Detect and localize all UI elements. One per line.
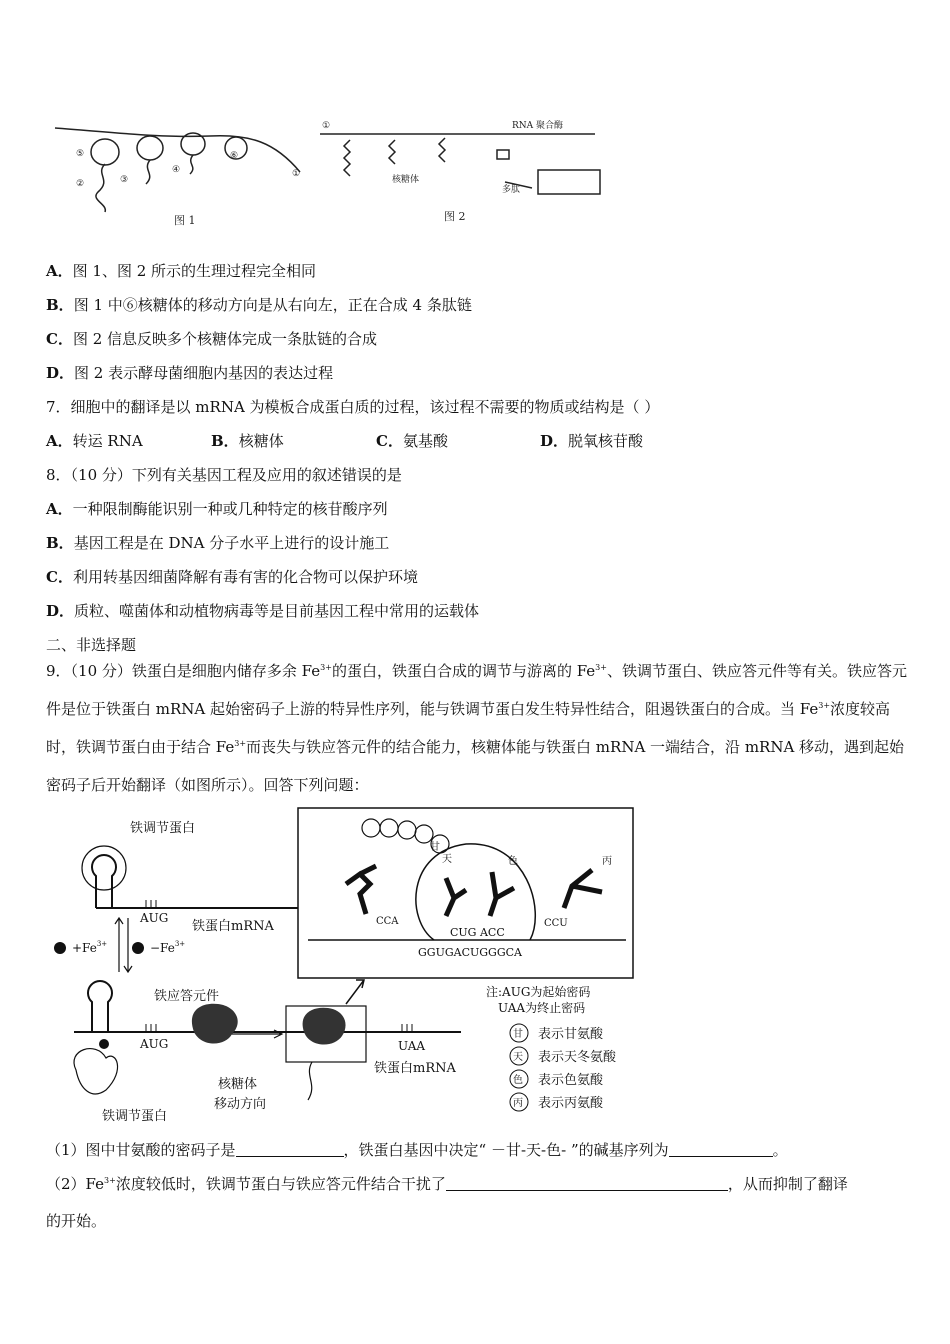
aug-label: AUG (140, 911, 169, 925)
q6-option-d: D．图 2 表示酵母菌细胞内基因的表达过程 (46, 364, 334, 382)
peptide-chain (96, 164, 105, 212)
peptide-chain (389, 140, 395, 164)
amino-acid (362, 819, 380, 837)
answer-blank-2[interactable] (669, 1140, 773, 1157)
amino-acid-se: 色 (508, 856, 518, 867)
arrow-down (124, 918, 132, 972)
anticodon-cca: CCA (376, 916, 399, 927)
figure-2-caption: 图 2 (444, 210, 466, 223)
q6-option-c: C．图 2 信息反映多个核糖体完成一条肽链的合成 (46, 330, 378, 348)
q9-sub-1: （1）图中甘氨酸的密码子是 ，铁蛋白基因中决定“ －甘-天-色- ”的碱基序列为 。 (46, 1141, 788, 1159)
circled-label: ④ (172, 165, 181, 175)
uaa-ticks (402, 1024, 412, 1032)
q7-option-a: A．转运 RNA (46, 432, 143, 450)
trna (346, 866, 376, 914)
section-heading: 二、非选择题 (46, 636, 137, 654)
peptide-chain (344, 140, 350, 176)
legend-text: 表示丙氨酸 (538, 1096, 604, 1111)
arrow-up (115, 918, 123, 972)
q7-options (46, 431, 643, 451)
ire-label: 铁应答元件 (154, 989, 220, 1004)
plus-fe-label: $+Fe^{3+}$ (72, 940, 108, 955)
ferritin-mrna-label: 铁蛋白mRNA (192, 919, 274, 934)
ribosome (192, 1004, 238, 1044)
fe-ion-dot (99, 1039, 109, 1049)
zoom-arrow (346, 980, 364, 1004)
peptide-chain (308, 1062, 312, 1100)
ribosome-fig1 (137, 136, 163, 160)
amino-acid (380, 819, 398, 837)
circled-label: ① (292, 169, 301, 179)
trna (446, 878, 466, 916)
q7-option-c: C．氨基酸 (376, 432, 448, 450)
q8-stem: 8．（10 分）下列有关基因工程及应用的叙述错误的是 (46, 466, 402, 484)
q7-option-b: B．核糖体 (211, 432, 284, 450)
translation-figures (50, 112, 610, 230)
ribosome-direction-label: 核糖体 (218, 1077, 258, 1092)
legend-text: 表示天冬氨酸 (538, 1050, 617, 1065)
iron-regulatory-protein-label: 铁调节蛋白 (102, 1109, 168, 1124)
figure-1-caption: 图 1 (174, 214, 196, 227)
ire-hairpin (92, 855, 116, 908)
ribosome-fig1 (91, 139, 119, 165)
q6-option-a: A．图 1、图 2 所示的生理过程完全相同 (46, 262, 317, 280)
legend-symbol: 色 (513, 1075, 523, 1086)
peptide-box (538, 170, 600, 194)
amino-acid (415, 825, 433, 843)
answer-blank-1[interactable] (236, 1140, 344, 1157)
q7-option-d: D．脱氧核苷酸 (540, 432, 644, 450)
q8-option-d: D．质粒、噬菌体和动植物病毒等是目前基因工程中常用的运载体 (46, 602, 480, 620)
trna (564, 870, 602, 908)
amino-acid-gan: 甘 (430, 842, 440, 853)
peptide-chain (190, 155, 193, 174)
ribosome-label: 核糖体 (392, 175, 420, 185)
legend-symbol: 丙 (513, 1098, 523, 1109)
aug-ticks (146, 900, 156, 908)
mrna-sequence: GGUGACUGGGCA (418, 946, 522, 959)
rna-polymerase-box (497, 150, 509, 159)
trna (490, 872, 514, 916)
ribosome-direction-label: 移动方向 (214, 1097, 267, 1112)
circled-label: ⑤ (76, 149, 85, 159)
iron-regulatory-protein (82, 846, 126, 890)
ribosome (303, 1008, 346, 1045)
minus-fe-label: $-Fe^{3+}$ (150, 940, 186, 955)
legend-text: 表示色氨酸 (538, 1073, 604, 1088)
answer-blank-3[interactable] (446, 1174, 728, 1191)
q9-paragraph: 9．（10 分）铁蛋白是细胞内储存多余 $Fe^{3+}$的蛋白，铁蛋白合成的调节与游离的 $Fe^{3+}$、铁调节蛋白、铁应答元件等有关。铁应答元件是位于铁蛋白 mRNA 起始密码子上游的特异性序列，能与铁调节蛋白发生特异性结合，阻遏铁蛋白的合成。当 $Fe^{3+}$浓度较高时，铁调节蛋白由于结合 $Fe^{3+}$而丧失与铁应答元件的结合能力，核糖体能与铁蛋白 mRNA 一端结合，沿 mRNA 移动，遇到起始密码子后开始翻译（如图所示）。回答下列问题： (46, 662, 907, 794)
peptide-label: 多肽 (502, 185, 521, 195)
ire-hairpin (88, 981, 112, 1032)
q9-sub-2: $(2)Fe^{3+}$浓度较低时，铁调节蛋白与铁应答元件结合干扰了 ，从而抑制了翻译 (46, 1175, 848, 1193)
legend-text: 表示甘氨酸 (538, 1027, 604, 1042)
fe-ion-dot (54, 942, 66, 954)
circled-label: ③ (120, 175, 129, 185)
note-line-1: 注:AUG为起始密码 (486, 985, 591, 999)
fe-ion-dot (132, 942, 144, 954)
rna-polymerase-label: RNA 聚合酶 (512, 121, 564, 131)
aug-ticks (146, 1024, 156, 1032)
aug-label: AUG (140, 1037, 169, 1051)
uaa-label: UAA (398, 1039, 426, 1053)
anticodons-cug-acc: CUG ACC (450, 926, 505, 939)
amino-acid-bing: 丙 (602, 856, 612, 867)
q8-option-c: C．利用转基因细菌降解有毒有害的化合物可以保护环境 (46, 568, 418, 586)
note-line-2: UAA为终止密码 (498, 1001, 586, 1015)
anticodon-ccu: CCU (544, 918, 568, 929)
amino-acid (398, 821, 416, 839)
iron-regulatory-protein-label: 铁调节蛋白 (130, 821, 196, 836)
ferritin-mrna-label: 铁蛋白mRNA (374, 1061, 456, 1076)
q6-option-b: B．图 1 中⑥核糖体的移动方向是从右向左，正在合成 4 条肽链 (46, 296, 472, 314)
ferritin-regulation-figure (46, 800, 646, 1130)
q8-option-a: A．一种限制酶能识别一种或几种特定的核苷酸序列 (46, 500, 388, 518)
amino-acid-tian: 天 (442, 854, 452, 865)
iron-regulatory-protein (74, 1049, 118, 1094)
legend-symbol: 甘 (513, 1029, 523, 1040)
circled-label: ① (322, 121, 331, 131)
q8-option-b: B．基因工程是在 DNA 分子水平上进行的设计施工 (46, 534, 390, 552)
legend-symbol: 天 (513, 1052, 523, 1063)
q9-sub-2-continued: 的开始。 (46, 1212, 107, 1230)
peptide-chain (146, 160, 150, 184)
circled-label: ⑥ (230, 151, 239, 161)
peptide-chain (439, 138, 445, 162)
circled-label: ② (76, 179, 85, 189)
q7-stem: 7．细胞中的翻译是以 mRNA 为模板合成蛋白质的过程，该过程不需要的物质或结构是（ ） (46, 398, 660, 416)
